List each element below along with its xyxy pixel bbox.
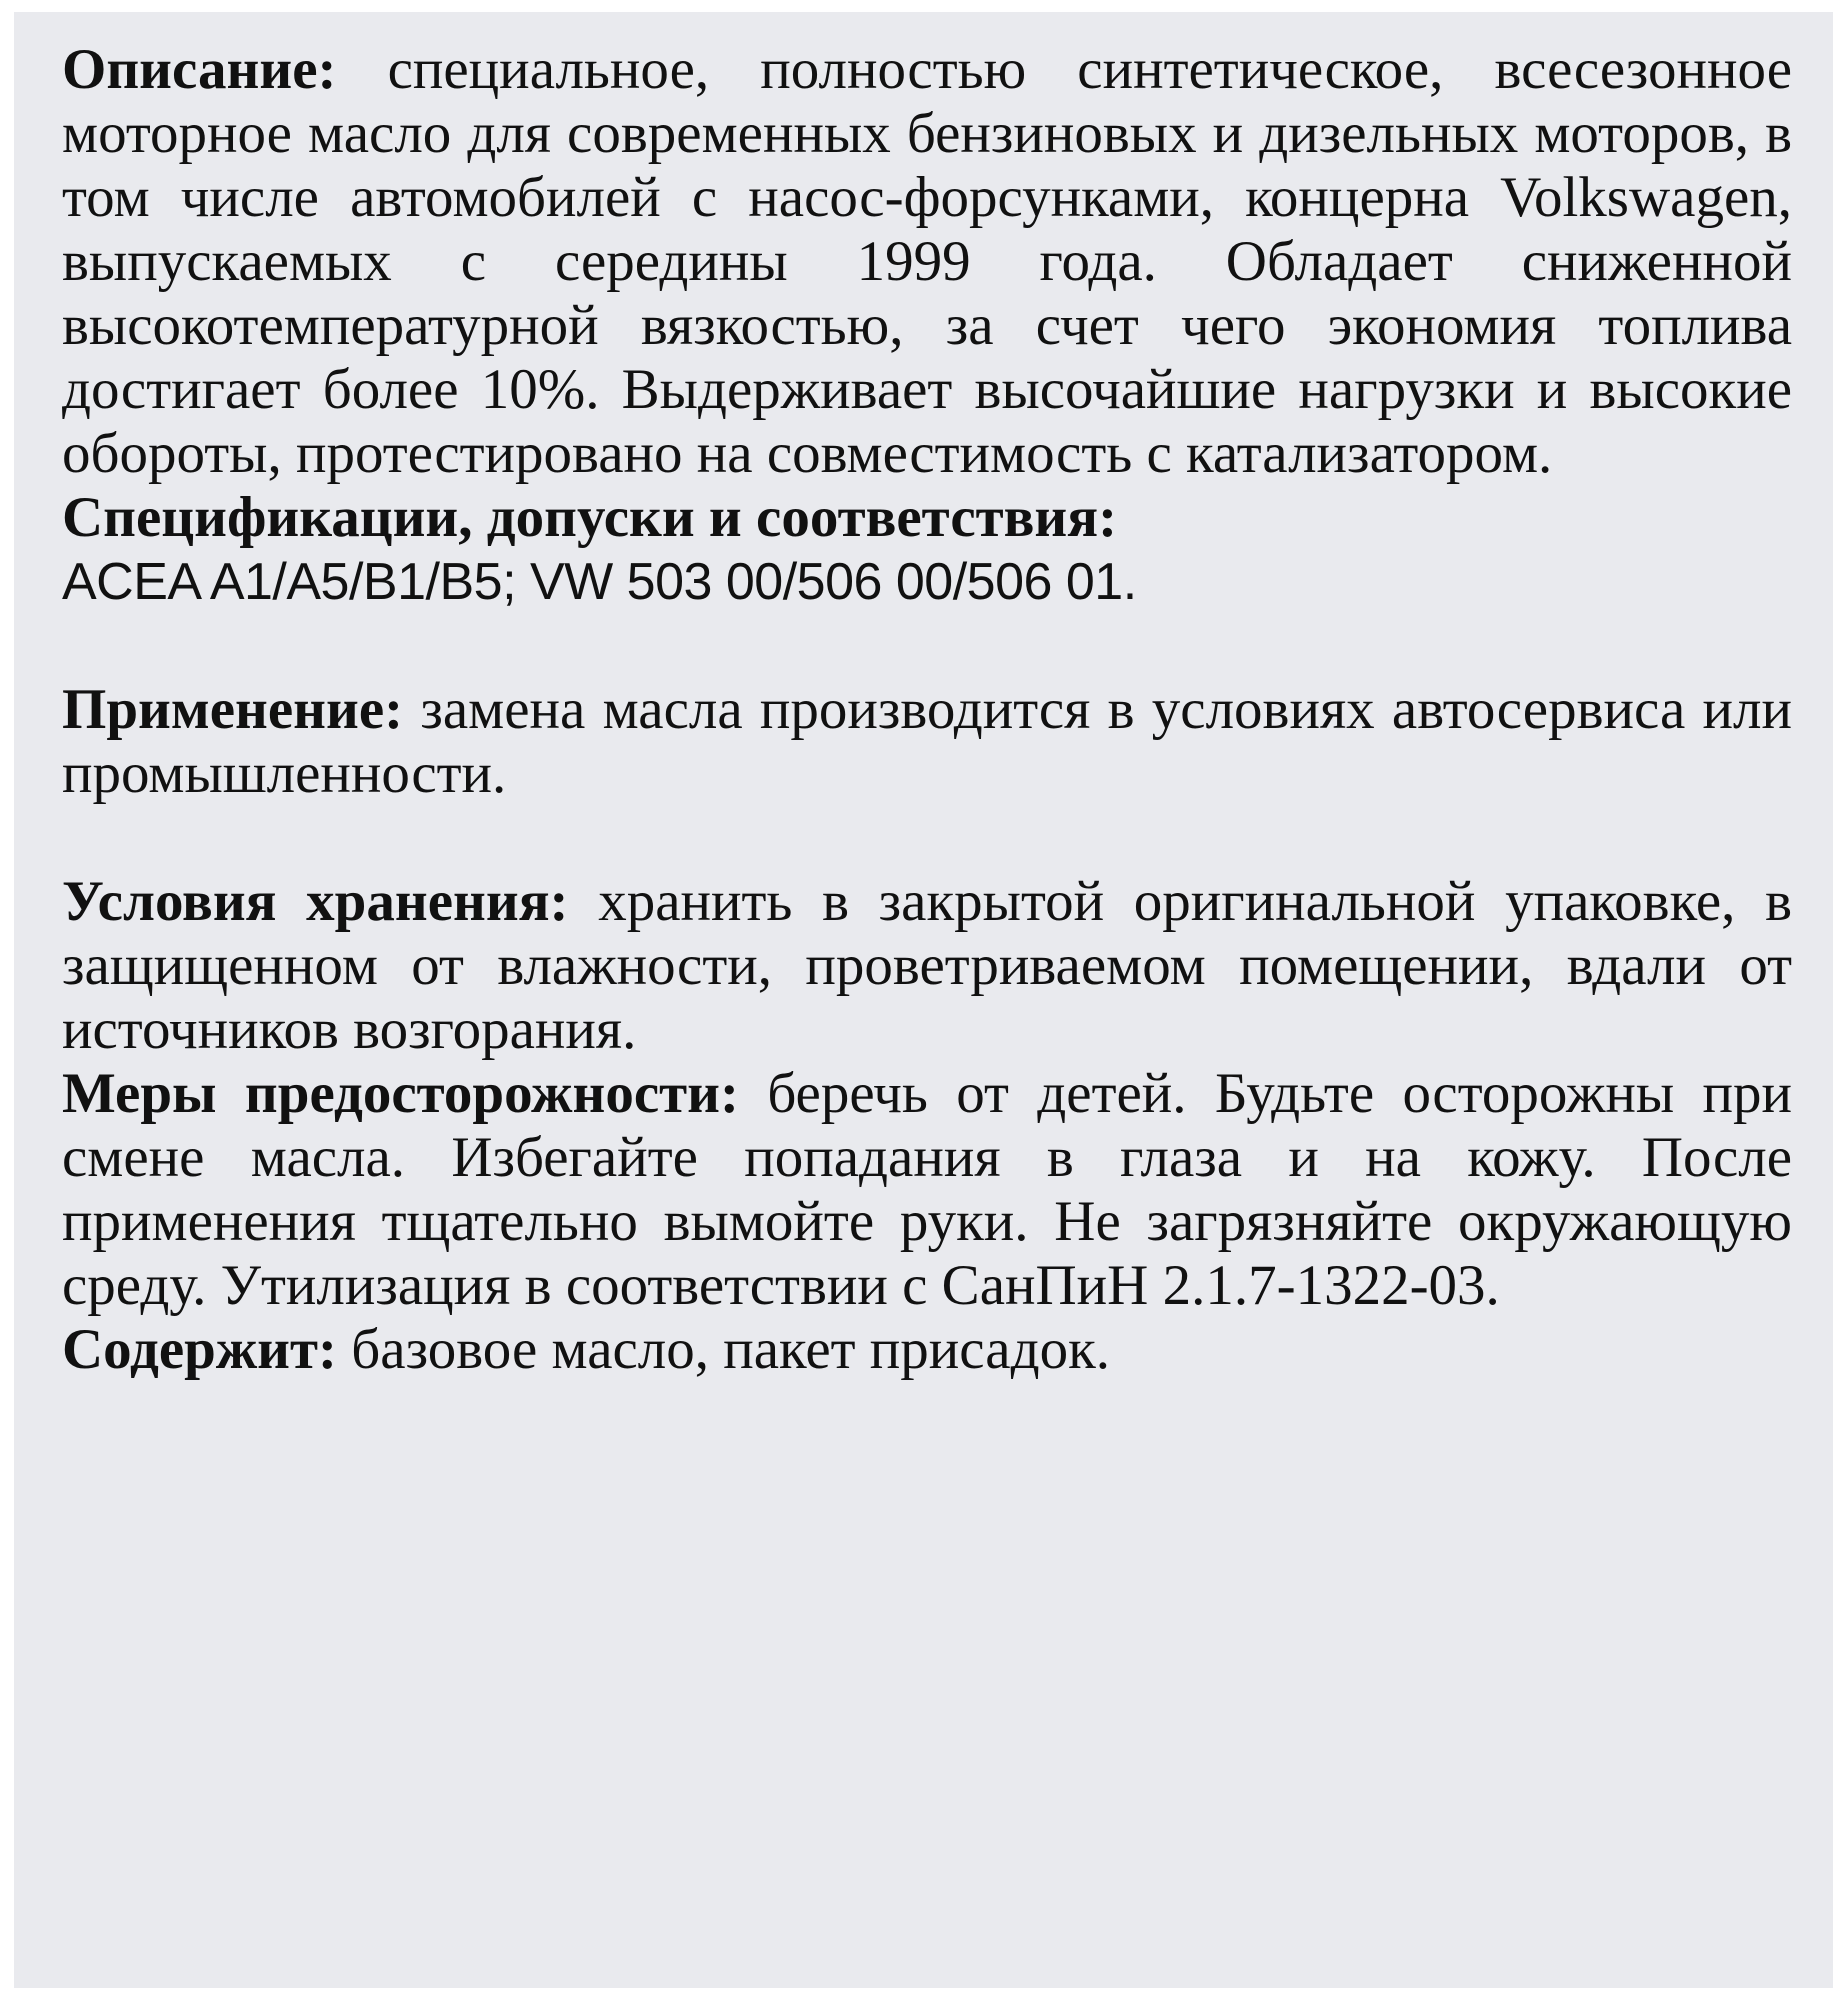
specifications-text: ACEA A1/A5/B1/B5; VW 503 00/506 00/506 01. <box>62 553 1137 611</box>
storage-paragraph <box>62 870 1792 1062</box>
storage-text: хранить в закрытой оригинальной упаковке, в защищенном от влажности, проветриваемом помещении, вдали от источников возгорания. <box>62 870 1792 1061</box>
application-label: Применение: <box>62 678 404 741</box>
label-sheet <box>14 12 1833 1988</box>
specifications-label: Спецификации, допуски и соответствия: <box>62 486 1118 549</box>
description-text: специальное, полностью синтетическое, всесезонное моторное масло для современных бензиновых и дизельных моторов, в том числе автомобилей с насос-форсунками, концерна Volkswagen, выпускаемых с середины 1999 года. Обладает сниженной высокотемпературной вязкостью, за счет чего экономия топлива достигает более 10%. Выдерживает высочайшие нагрузки и высокие обороты, протестировано на совместимость с катализатором. <box>62 38 1792 485</box>
contents-label: Содержит: <box>62 1318 338 1381</box>
contents-paragraph <box>62 1318 1792 1382</box>
contents-text: базовое масло, пакет присадок. <box>351 1318 1111 1381</box>
storage-label: Условия хранения: <box>62 870 569 933</box>
description-label: Описание: <box>62 38 337 101</box>
label-text <box>62 38 1792 1382</box>
precautions-paragraph <box>62 1062 1792 1318</box>
precautions-text: беречь от детей. Будьте осторожны при смене масла. Избегайте попадания в глаза и на кожу. После применения тщательно вымойте руки. Не загрязняйте окружающую среду. Утилизация в соответствии с СанПиН 2.1.7-1322-03. <box>62 1062 1792 1317</box>
application-text: замена масла производится в условиях автосервиса или промышленности. <box>62 678 1792 805</box>
specifications-heading <box>62 486 1792 550</box>
application-paragraph <box>62 678 1792 806</box>
description-paragraph <box>62 38 1792 486</box>
precautions-label: Меры предосторожности: <box>62 1062 739 1125</box>
spacer <box>62 806 1792 870</box>
spacer <box>62 614 1792 678</box>
